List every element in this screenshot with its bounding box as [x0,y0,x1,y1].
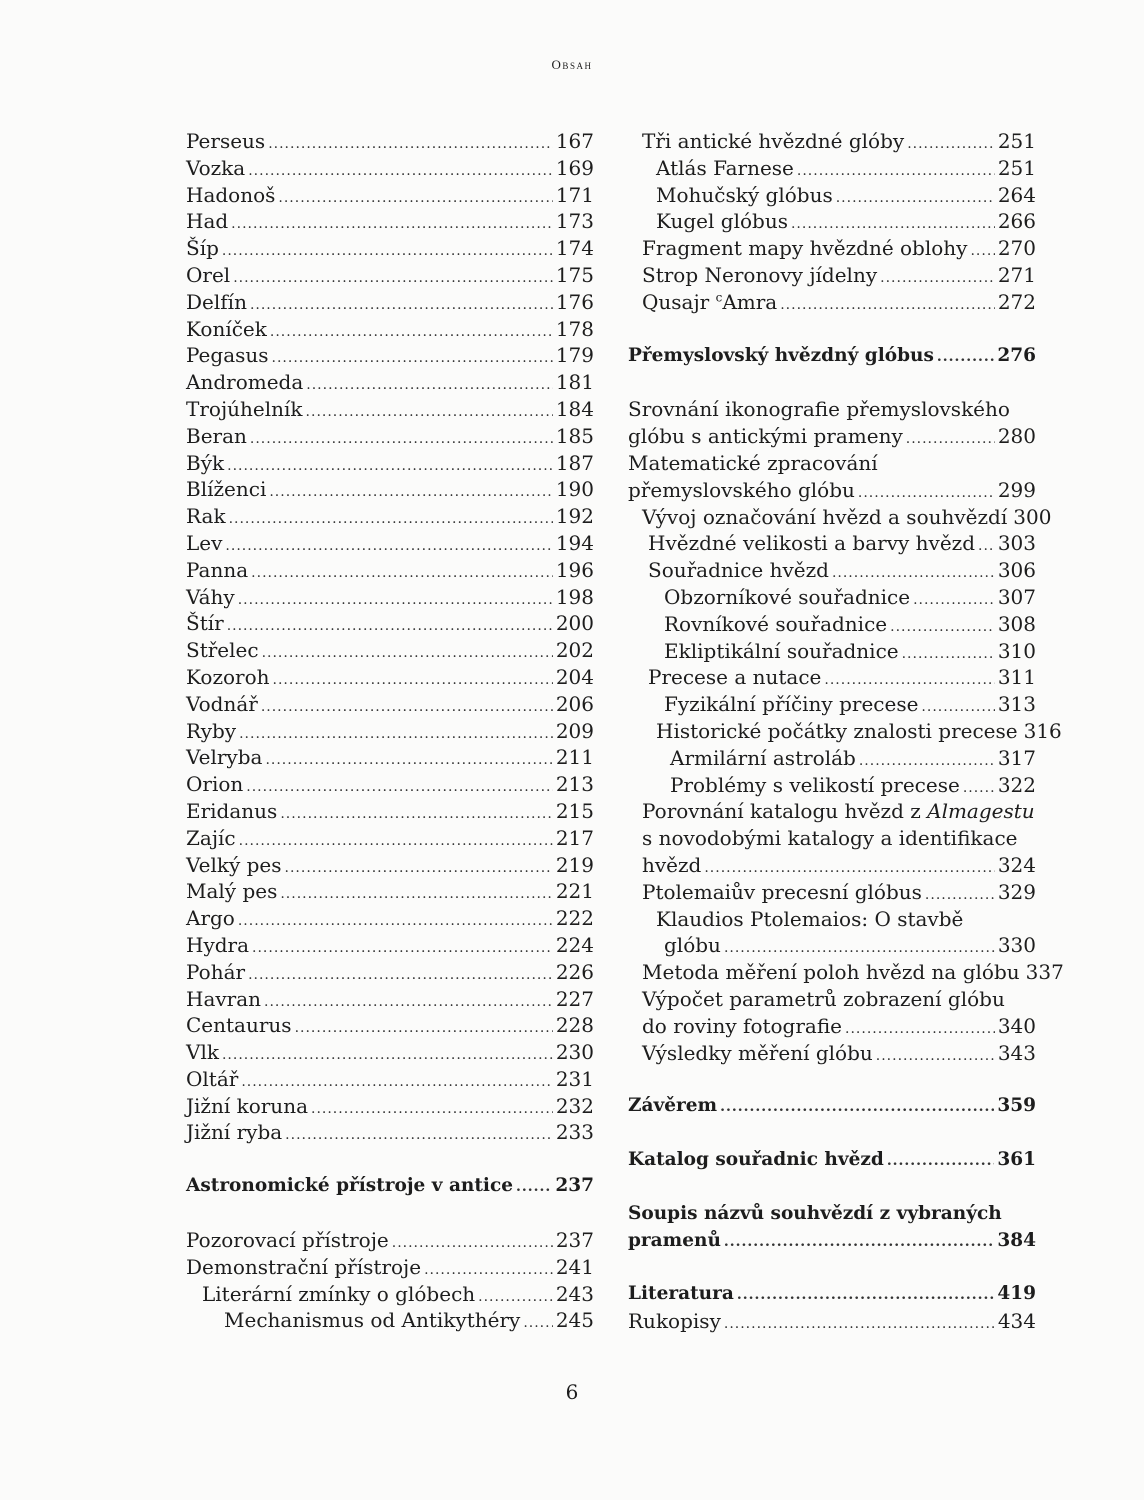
toc-entry: Velryba ..... 211 [186,744,594,771]
toc-entry: Oltář ..... 231 [186,1066,594,1093]
toc-entry-souradnice: Souřadnice hvězd ..... 306 [628,557,1036,584]
toc-entry: Vodnář ..... 206 [186,691,594,718]
toc-entry-precese: Precese a nutace ..... 311 [628,664,1036,691]
toc-entry-vypocet-line1: Výpočet parametrů zobrazení glóbu [642,986,1005,1011]
running-header: Obsah [551,57,593,72]
toc-entry-soupis: pramenů ..... 384 [628,1228,1036,1255]
toc-entry: Šíp ..... 174 [186,235,594,262]
toc-entry: Velký pes ..... 219 [186,852,594,879]
toc-entry: Pohár ..... 226 [186,959,594,986]
toc-entry: Orion ..... 213 [186,771,594,798]
toc-entry: Eridanus ..... 215 [186,798,594,825]
toc-right-column [628,128,1064,1335]
toc-entry: Andromeda ..... 181 [186,369,594,396]
toc-entry: Malý pes ..... 221 [186,878,594,905]
toc-entry-antikythera: Mechanismus od Antikythéry ..... 245 [186,1307,594,1334]
toc-entry-strop: Strop Neronovy jídelny ..... 271 [628,262,1036,289]
toc-entry-premyslovsky: Přemyslovský hvězdný glóbus ..... 276 [628,343,1036,370]
toc-entry-porovnani-line2: s novodobými katalogy a identifikace [642,826,1018,851]
toc-entry-fyzikalni: Fyzikální příčiny precese ..... 313 [628,691,1036,718]
toc-entry: Rak ..... 192 [186,503,594,530]
toc-entry-klaudios-line1: Klaudios Ptolemaios: O stavbě [656,906,964,931]
toc-entry-qusajr: Qusajr $^c$Amra ..... 272 [628,289,1036,316]
toc-entry-literatura: Literatura ..... 419 [628,1281,1036,1308]
toc-entry-zaverem: Závěrem ..... 359 [628,1093,1036,1120]
toc-entry-vypocet: do roviny fotografie ..... 340 [628,1013,1036,1040]
toc-entry-vyvoj: Vývoj označování hvězd a souhvězdí 300 [642,504,1052,529]
toc-entry: Kozoroh ..... 204 [186,664,594,691]
toc-entry: Zajíc ..... 217 [186,825,594,852]
toc-entry: Blíženci ..... 190 [186,476,594,503]
toc-entry-rovnikove: Rovníkové souřadnice ..... 308 [628,611,1036,638]
toc-entry-matematicke: přemyslovského glóbu ..... 299 [628,477,1036,504]
toc-entry: Perseus ..... 167 [186,128,594,155]
toc-entry-matematicke-line1: Matematické zpracování [628,450,878,475]
toc-entry: Jižní ryba ..... 233 [186,1119,594,1146]
toc-entry: Ryby ..... 209 [186,718,594,745]
toc-entry-metoda: Metoda měření poloh hvězd na glóbu 337 [642,960,1064,985]
toc-entry-pozorovaci: Pozorovací přístroje ..... 237 [186,1227,594,1254]
toc-entry: Beran ..... 185 [186,423,594,450]
toc-entry-tri-globy: Tři antické hvězdné glóby ..... 251 [628,128,1036,155]
toc-entry-fragment: Fragment mapy hvězdné oblohy ..... 270 [628,235,1036,262]
toc-entry: Panna ..... 196 [186,557,594,584]
toc-entry: Pegasus ..... 179 [186,342,594,369]
toc-entry: Vlk ..... 230 [186,1039,594,1066]
toc-entry-problemy: Problémy s velikostí precese ..... 322 [628,772,1036,799]
toc-entry: Havran ..... 227 [186,986,594,1013]
toc-entry-armilarni: Armilární astroláb ..... 317 [628,745,1036,772]
toc-entry-velikosti: Hvězdné velikosti a barvy hvězd ..... 303 [628,530,1036,557]
toc-entry-atlas-farnese: Atlás Farnese ..... 251 [628,155,1036,182]
toc-entry-srovnani: glóbu s antickými prameny ..... 280 [628,423,1036,450]
toc-entry-mohucsky: Mohučský glóbus ..... 264 [628,182,1036,209]
toc-entry: Hadonoš ..... 171 [186,182,594,209]
toc-entry-vysledky: Výsledky měření glóbu ..... 343 [628,1040,1036,1067]
toc-entry-ekliptikalni: Ekliptikální souřadnice ..... 310 [628,638,1036,665]
toc-entry: Býk ..... 187 [186,450,594,477]
toc-entry: Delfín ..... 176 [186,289,594,316]
page-number: 6 [565,1380,579,1404]
toc-entry-katalog: Katalog souřadnic hvězd ..... 361 [628,1147,1036,1174]
toc-entry-porovnani: hvězd ..... 324 [628,852,1036,879]
toc-entry: Jižní koruna ..... 232 [186,1093,594,1120]
toc-entry-astronomicke-pristroje: Astronomické přístroje v antice ..... 237 [186,1173,594,1200]
toc-entry-soupis-line1: Soupis názvů souhvězdí z vybraných [628,1202,1002,1224]
toc-entry: Hydra ..... 224 [186,932,594,959]
toc-entry-demonstracni: Demonstrační přístroje ..... 241 [186,1254,594,1281]
toc-entry-literarni-zminky: Literární zmínky o glóbech ..... 243 [186,1281,594,1308]
toc-entry: Štír ..... 200 [186,610,594,637]
toc-entry-kugel: Kugel glóbus ..... 266 [628,208,1036,235]
toc-entry-porovnani-line1: Porovnání katalogu hvězd z Almagestu [642,799,1035,824]
toc-entry: Orel ..... 175 [186,262,594,289]
toc-entry: Argo ..... 222 [186,905,594,932]
toc-entry-ptolemaiuv: Ptolemaiův precesní glóbus ..... 329 [628,879,1036,906]
toc-entry-klaudios: glóbu ..... 330 [628,932,1036,959]
toc-entry: Lev ..... 194 [186,530,594,557]
toc-entry: Centaurus ..... 228 [186,1012,594,1039]
toc-entry-srovnani-line1: Srovnání ikonografie přemyslovského [628,397,1010,422]
toc-left-column [186,128,594,1334]
toc-entry-obzornikove: Obzorníkové souřadnice ..... 307 [628,584,1036,611]
toc-entry: Koníček ..... 178 [186,316,594,343]
toc-entry: Střelec ..... 202 [186,637,594,664]
constellation-list [186,128,594,1146]
toc-entry-rukopisy: Rukopisy ..... 434 [628,1308,1036,1335]
toc-entry: Vozka ..... 169 [186,155,594,182]
toc-entry: Trojúhelník ..... 184 [186,396,594,423]
toc-entry-historicke: Historické počátky znalosti precese 316 [656,718,1062,743]
toc-entry: Váhy ..... 198 [186,584,594,611]
toc-entry: Had ..... 173 [186,208,594,235]
